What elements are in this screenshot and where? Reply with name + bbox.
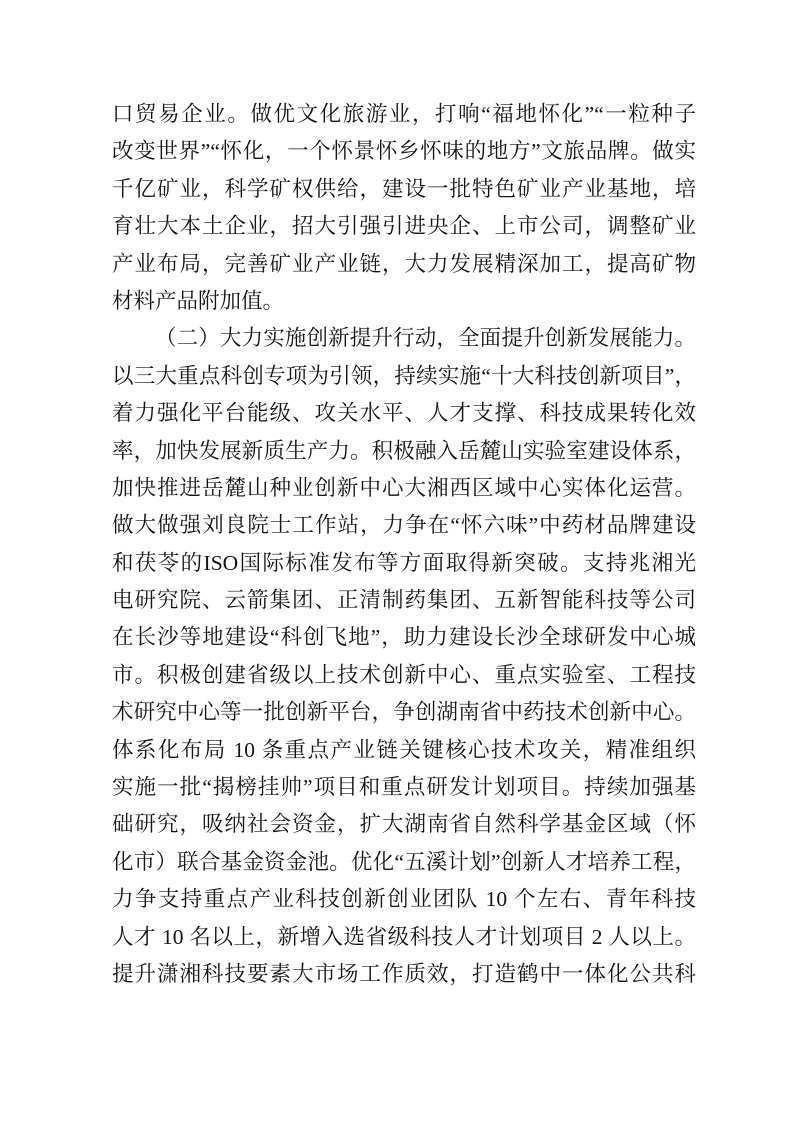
text-line: 础研究，吸纳社会资金，扩大湖南省自然科学基金区域（怀	[112, 812, 696, 837]
text-line: 口贸易企业。做优文化旅游业，打响“福地怀化”“一粒种子	[112, 102, 696, 126]
text-line: 材料产品附加值。	[112, 288, 285, 313]
text-line: 以三大重点科创专项为引领，持续实施“十大科技创新项目”，	[112, 363, 696, 388]
text-line: 电研究院、云箭集团、正清制药集团、五新智能科技等公司	[112, 588, 696, 613]
text-line: 做大做强刘良院士工作站，力争在“怀六味”中药材品牌建设	[112, 513, 696, 538]
text-line: 和茯苓的ISO国际标准发布等方面取得新突破。支持兆湘光	[112, 550, 696, 575]
page-text-block	[112, 96, 696, 993]
text-line: 化市）联合基金资金池。优化“五溪计划”创新人才培养工程，	[112, 849, 696, 874]
text-line: 人才 10 名以上，新增入选省级科技人才计划项目 2 人以上。	[112, 924, 696, 949]
text-line: 产业布局，完善矿业产业链，大力发展精深加工，提高矿物	[112, 251, 696, 276]
text-line: 市。积极创建省级以上技术创新中心、重点实验室、工程技	[112, 662, 696, 687]
text-line: 加快推进岳麓山种业创新中心大湘西区域中心实体化运营。	[112, 475, 696, 500]
text-line: 千亿矿业，科学矿权供给，建设一批特色矿业产业基地，培	[112, 176, 696, 201]
text-line: （二）大力实施创新提升行动，全面提升创新发展能力。	[155, 326, 696, 351]
text-line: 术研究中心等一批创新平台，争创湖南省中药技术创新中心。	[112, 700, 696, 725]
text-line: 体系化布局 10 条重点产业链关键核心技术攻关，精准组织	[112, 737, 696, 762]
text-line: 改变世界”“怀化，一个怀景怀乡怀味的地方”文旅品牌。做实	[112, 139, 696, 164]
text-line: 实施一批“揭榜挂帅”项目和重点研发计划项目。持续加强基	[112, 775, 696, 800]
text-line: 提升潇湘科技要素大市场工作质效，打造鹤中一体化公共科	[112, 961, 696, 986]
text-line: 着力强化平台能级、攻关水平、人才支撑、科技成果转化效	[112, 401, 696, 426]
text-line: 育壮大本土企业，招大引强引进央企、上市公司，调整矿业	[112, 214, 696, 239]
text-line: 在长沙等地建设“科创飞地”，助力建设长沙全球研发中心城	[112, 625, 696, 650]
text-line: 率，加快发展新质生产力。积极融入岳麓山实验室建设体系，	[112, 438, 696, 463]
text-line: 力争支持重点产业科技创新创业团队 10 个左右、青年科技	[112, 887, 696, 912]
